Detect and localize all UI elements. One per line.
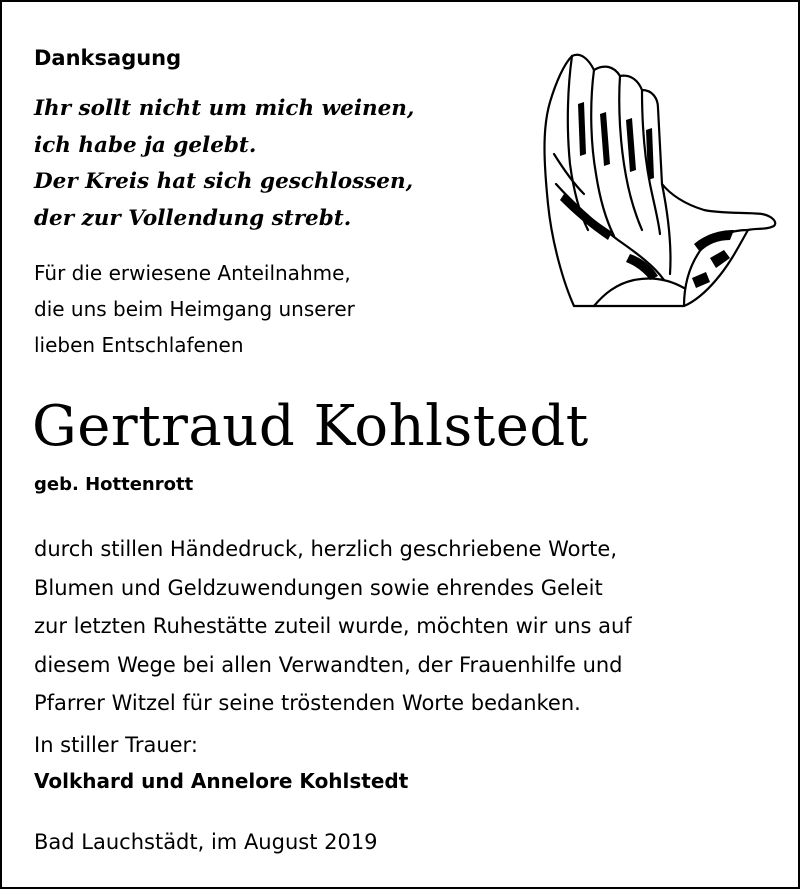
notice-heading: Danksagung (34, 46, 182, 70)
body-line: zur letzten Ruhestätte zuteil wurde, möchten wir uns auf (34, 614, 632, 639)
mourning-label: In stiller Trauer: (34, 733, 198, 757)
body-line: Pfarrer Witzel für seine tröstenden Worte bedanken. (34, 691, 581, 716)
intro-line: Für die erwiesene Anteilnahme, (34, 261, 351, 285)
intro-text (34, 255, 355, 363)
place-and-date: Bad Lauchstädt, im August 2019 (34, 830, 378, 854)
intro-line: lieben Entschlafenen (34, 333, 244, 357)
body-line: Blumen und Geldzuwendungen sowie ehrendes Geleit (34, 575, 603, 600)
memorial-poem (34, 91, 414, 237)
deceased-name: Gertraud Kohlstedt (32, 394, 589, 459)
praying-hands-icon (534, 44, 784, 314)
intro-line: die uns beim Heimgang unserer (34, 297, 355, 321)
poem-line: Ihr sollt nicht um mich weinen, (34, 96, 415, 121)
family-names: Volkhard und Annelore Kohlstedt (34, 769, 409, 793)
poem-line: Der Kreis hat sich geschlossen, (34, 169, 414, 194)
poem-line: ich habe ja gelebt. (34, 132, 257, 158)
body-line: durch stillen Händedruck, herzlich geschriebene Worte, (34, 537, 617, 561)
thank-you-text (34, 530, 632, 723)
poem-line: der zur Vollendung strebt. (34, 205, 352, 231)
body-line: diesem Wege bei allen Verwandten, der Frauenhilfe und (34, 652, 623, 677)
maiden-name: geb. Hottenrott (34, 474, 194, 495)
